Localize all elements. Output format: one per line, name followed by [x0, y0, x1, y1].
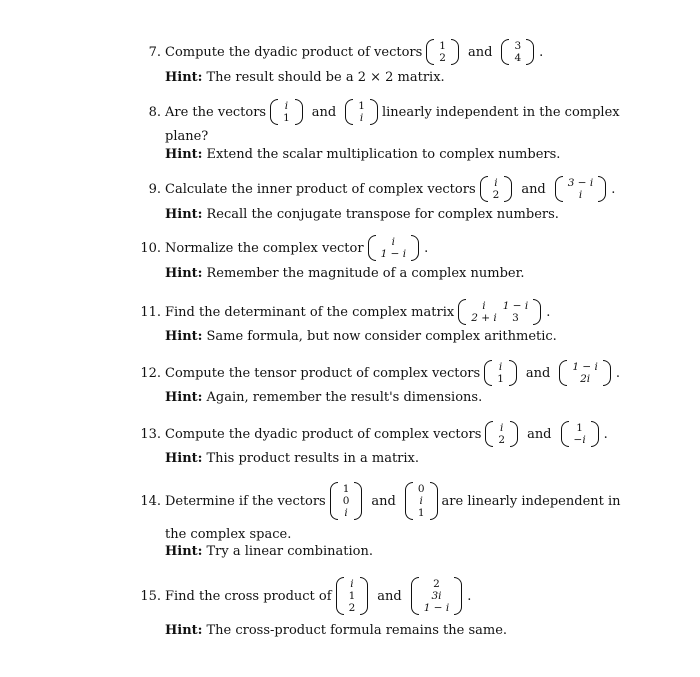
- problem-text: Determine if the vectors: [165, 493, 326, 509]
- vector-1: i 1: [270, 99, 303, 125]
- vector-1: i 1 2: [336, 577, 369, 615]
- vector-1: 1 0 i: [330, 482, 363, 520]
- problem-text: Calculate the inner product of complex vectors: [165, 181, 476, 197]
- problem-text: Compute the dyadic product of vectors: [165, 44, 423, 60]
- problem-number: 12.: [140, 366, 161, 381]
- hint: Hint: Again, remember the result's dimensions.: [165, 390, 483, 405]
- hint: Hint: Remember the magnitude of a complex number.: [165, 266, 525, 281]
- vector-2: 3 − i i: [555, 176, 607, 202]
- hint: Hint: Recall the conjugate transpose for complex numbers.: [165, 207, 559, 222]
- connector: and: [525, 365, 551, 381]
- vector-2: 0 i 1: [405, 482, 438, 520]
- problem-text: Find the cross product of: [165, 588, 332, 604]
- problem-text: Find the determinant of the complex matrix: [165, 304, 455, 320]
- problem-number: 8.: [148, 105, 161, 120]
- vector-1: i 1: [484, 360, 517, 386]
- connector: and: [467, 44, 493, 60]
- problem-text-after: linearly independent in the complex: [381, 104, 620, 120]
- vector-2: 1 i: [345, 99, 378, 125]
- vector-2: 3 4: [501, 39, 534, 65]
- problem-text-continuation: the complex space.: [165, 527, 292, 542]
- problem-number: 9.: [148, 182, 161, 197]
- problem-number: 14.: [140, 494, 161, 509]
- connector: and: [311, 104, 337, 120]
- connector: and: [371, 493, 396, 509]
- problem-number: 7.: [148, 45, 161, 60]
- problem-text: Are the vectors: [165, 104, 267, 120]
- hint: Hint: Try a linear combination.: [165, 544, 373, 559]
- connector: and: [521, 181, 546, 197]
- problem-sheet: 7. Compute the dyadic product of vectors 1 2 and 3 4 . Hint: The result should be a 2 × 2 matrix. 8. Are the vectors i 1 and 1 i linearly independent in the complex plane? Hint: Extend the scalar multiplication to complex numbers. 9. Calculate the inner product of complex vectors i 2 and 3 − i i . Hint: Recall the conjugate transpose for complex numbers. 10. Normalize the complex vector i 1 − i . Hint: Remember the magnitude of a complex number. 11. Find the determinant of the complex matrix i 1 − i 2 + i 3 . Hint: Same formula, but now consider complex arithmetic. 12. Compute the tensor product of complex vectors i 1 and 1 − i 2i . Hint: Again, remember the result's dimensions. 13. Compute the dyadic product of complex vectors i 2 and 1 −i . Hint: This product results in a matrix. 14. Determine if the vectors 1 0 i and 0 i 1 are linearly independent in the complex space. Hint: Try a linear combination. 15. Find the cross product of i 1 2 and 2 3i 1 − i . Hint: The cross-product formula remains the same.: [0, 0, 700, 677]
- vector-1: 1 2: [426, 39, 459, 65]
- vector-2: 1 −i: [561, 421, 599, 447]
- hint: Hint: Same formula, but now consider complex arithmetic.: [165, 329, 557, 344]
- problem-number: 13.: [140, 427, 161, 442]
- problem-number: 15.: [140, 589, 161, 604]
- hint: Hint: This product results in a matrix.: [165, 451, 420, 466]
- problem-text: Compute the dyadic product of complex vectors: [165, 426, 482, 442]
- vector-1: i 2: [485, 421, 518, 447]
- hint: Hint: The result should be a 2 × 2 matrix.: [165, 70, 445, 85]
- problem-text: Normalize the complex vector: [165, 240, 364, 256]
- connector: and: [527, 426, 552, 442]
- vector-2: 1 − i 2i: [559, 360, 611, 386]
- problem-number: 10.: [140, 241, 161, 256]
- vector-1: i 1 − i: [368, 235, 420, 261]
- vector-1: i 2: [480, 176, 513, 202]
- hint: Hint: Extend the scalar multiplication to complex numbers.: [165, 147, 561, 162]
- matrix: i 1 − i 2 + i 3: [458, 299, 541, 325]
- problem-text-after: are linearly independent in: [441, 493, 621, 509]
- hint: Hint: The cross-product formula remains the same.: [165, 623, 508, 638]
- problem-number: 11.: [140, 305, 161, 320]
- connector: and: [377, 588, 402, 604]
- problem-text: Compute the tensor product of complex vectors: [165, 365, 481, 381]
- problem-text-continuation: plane?: [165, 129, 209, 144]
- vector-2: 2 3i 1 − i: [411, 577, 463, 615]
